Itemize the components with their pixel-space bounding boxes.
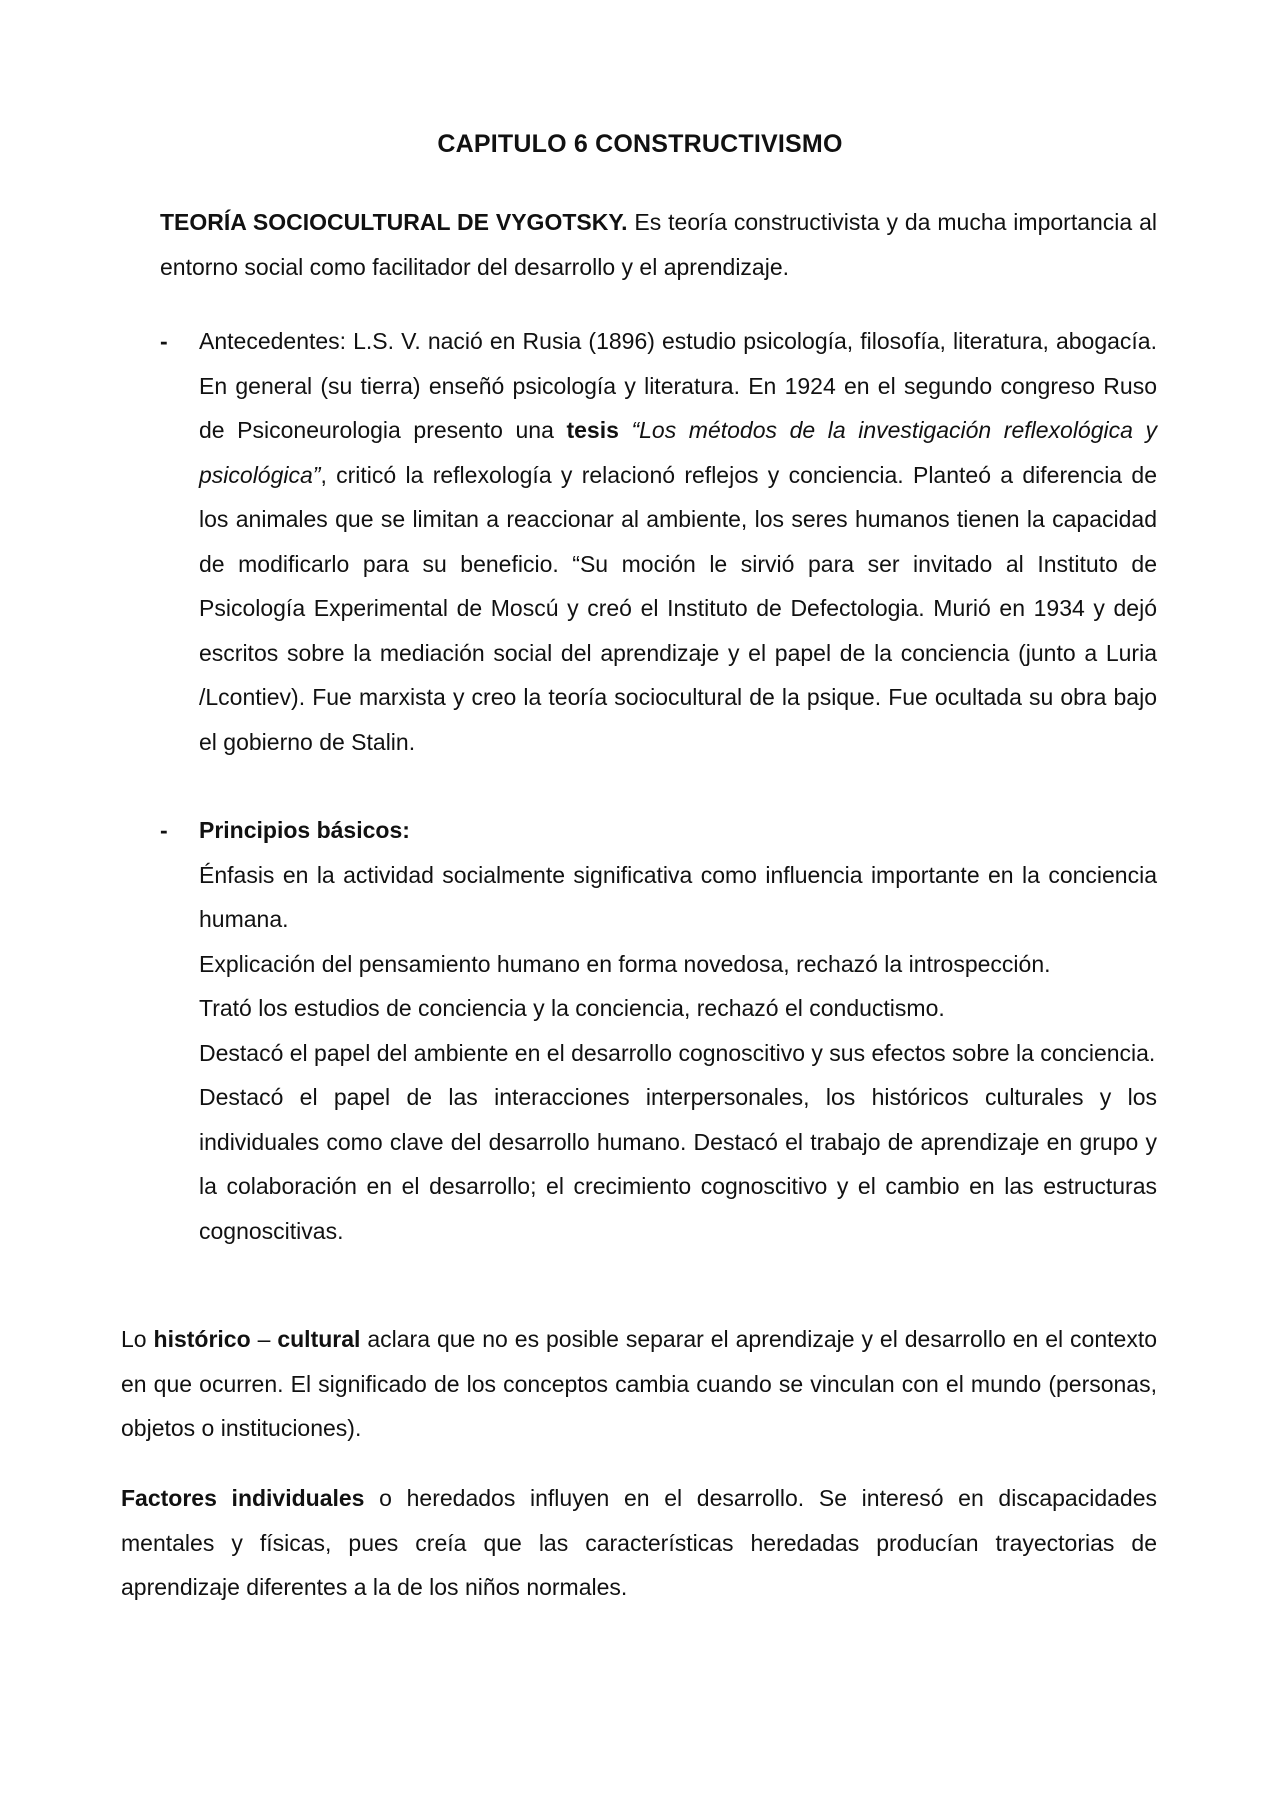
bullet-dash: - (160, 817, 168, 843)
principio-line: Destacó el papel del ambiente en el desarrollo cognoscitivo y sus efectos sobre la conciencia. (199, 1039, 1156, 1066)
factores-text: o heredados influyen en el desarrollo. Se interesó en discapacidades mentales y físicas, pues creía que las características heredadas producían trayectorias de aprendizaje diferentes a la de los niños normales. (121, 1485, 1157, 1600)
tesis-title: “Los métodos de la investigación reflexológica y psicológica” (199, 417, 1157, 488)
tesis-bold: tesis (566, 417, 619, 443)
intro-text: Es teoría constructivista y da mucha importancia al entorno social como facilitador del desarrollo y el aprendizaje. (160, 209, 1157, 280)
principios-body (199, 808, 1157, 1253)
principio-line: Énfasis en la actividad socialmente significativa como influencia importante en la conciencia humana. (199, 861, 1157, 932)
antecedentes-text-b: , criticó la reflexología y relacionó reflejos y conciencia. Planteó a diferencia de los animales que se limitan a reaccionar al ambiente, los seres humanos tienen la capacidad de modificarlo para su beneficio. “Su moción le sirvió para ser invitado al Instituto de Psicología Experimental de Moscú y creó el Instituto de Defectologia. Murió en 1934 y dejó escritos sobre la mediación social del aprendizaje y el papel de la conciencia (junto a Luria /Lcontiev). Fue marxista y creo la teoría sociocultural de la psique. Fue ocultada su obra bajo el gobierno de Stalin. (199, 461, 1157, 755)
bullet-dash: - (160, 328, 168, 354)
historico-pre: Lo (121, 1326, 154, 1352)
antecedentes-text-a: Antecedentes: L.S. V. nació en Rusia (1896) estudio psicología, filosofía, literatura, abogacía. En general (su tierra) enseñó psicología y literatura. En 1924 en el segundo congreso Ruso de Psiconeurologia presento una (199, 328, 1157, 443)
historico-bold: histórico (153, 1326, 251, 1352)
historico-paragraph (121, 1317, 1157, 1451)
factores-paragraph (121, 1476, 1157, 1610)
principio-line: Destacó el papel de las interacciones interpersonales, los históricos culturales y los individuales como clave del desarrollo humano. Destacó el trabajo de aprendizaje en grupo y la colaboración en el desarrollo; el crecimiento cognoscitivo y el cambio en las estructuras cognoscitivas. (199, 1084, 1157, 1244)
principios-heading: Principios básicos: (199, 817, 410, 843)
historico-text: aclara que no es posible separar el aprendizaje y el desarrollo en el contexto en que ocurren. El significado de los conceptos cambia cuando se vinculan con el mundo (personas, objetos o instituciones). (121, 1326, 1158, 1441)
principio-line: Trató los estudios de conciencia y la conciencia, rechazó el conductismo. (199, 995, 945, 1021)
intro-paragraph (160, 200, 1157, 289)
cultural-bold: cultural (277, 1326, 361, 1352)
page-title: CAPITULO 6 CONSTRUCTIVISMO (437, 130, 843, 158)
factores-bold: Factores individuales (121, 1485, 365, 1511)
principio-line: Explicación del pensamiento humano en forma novedosa, rechazó la introspección. (199, 950, 1051, 977)
antecedentes-text (199, 319, 1157, 764)
historico-dash: – (250, 1326, 278, 1352)
intro-lead: TEORÍA SOCIOCULTURAL DE VYGOTSKY. (160, 209, 628, 235)
